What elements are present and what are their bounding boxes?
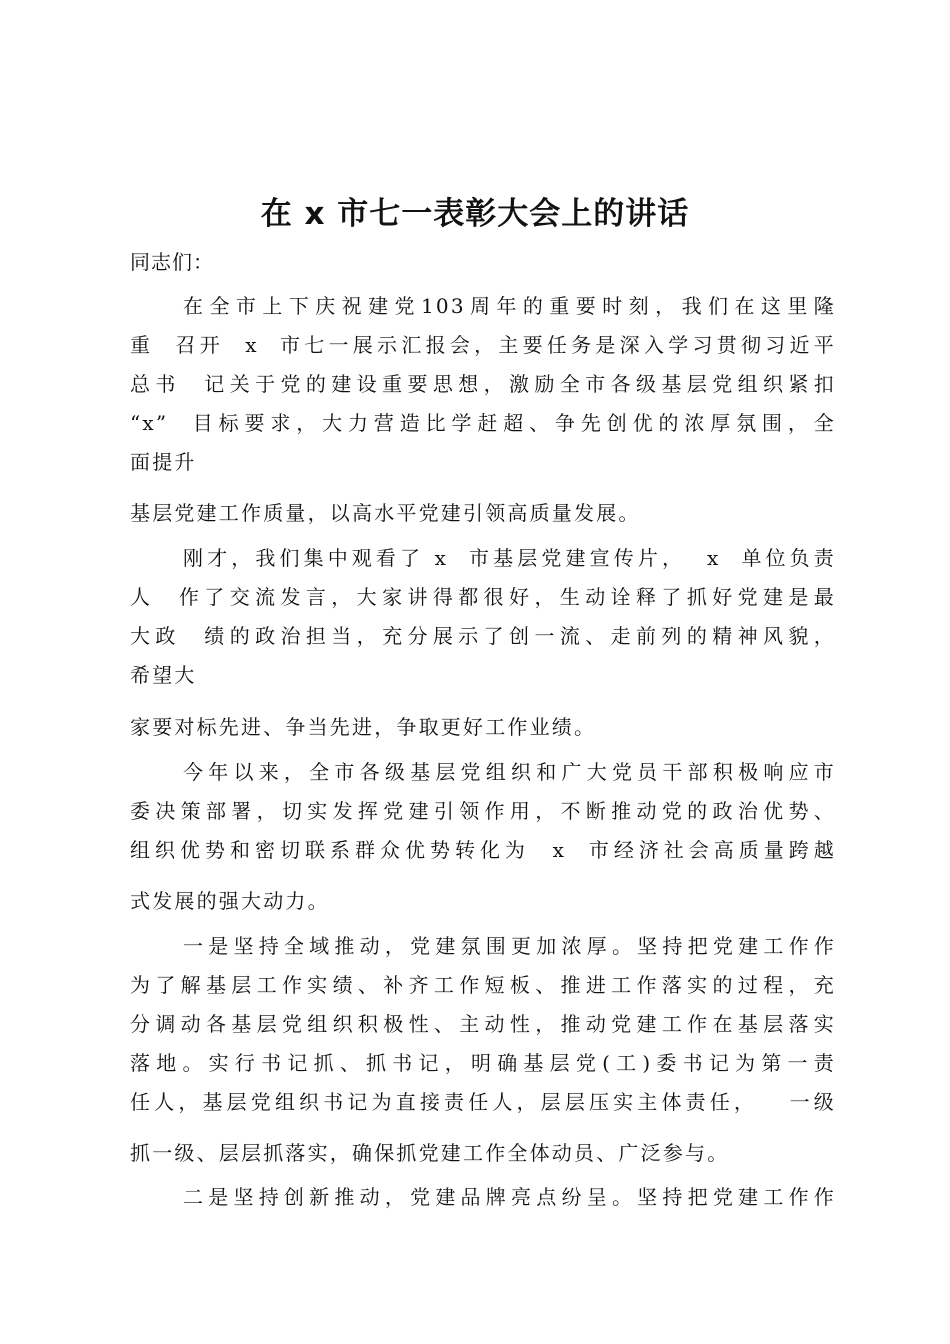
text-line: 分调动各基层党组织积极性、主动性，推动党建工作在基层落实	[130, 1012, 836, 1036]
text-line: 抓一级、层层抓落实，确保抓党建工作全体动员、广泛参与。	[130, 1141, 730, 1165]
text-line: 为了解基层工作实绩、补齐工作短板、推进工作落实的过程，充	[130, 973, 836, 997]
text-line: 人 作了交流发言，大家讲得都很好，生动诠释了抓好党建是最	[130, 585, 836, 609]
text-line: 式发展的强大动力。	[130, 889, 330, 913]
text-line: 在全市上下庆祝建党103周年的重要时刻，我们在这里隆	[183, 294, 836, 318]
text-line: “x” 目标要求，大力营造比学赶超、争先创优的浓厚氛围，全	[130, 411, 836, 435]
text-line: 家要对标先进、争当先进，争取更好工作业绩。	[130, 715, 597, 739]
document-title: 在 x 市七一表彰大会上的讲话	[260, 196, 690, 232]
salutation: 同志们：	[130, 250, 214, 274]
text-line: 基层党建工作质量，以高水平党建引领高质量发展。	[130, 501, 641, 525]
text-line: 希望大	[130, 663, 197, 687]
text-line: 落地。实行书记抓、抓书记，明确基层党(工)委书记为第一责	[130, 1051, 836, 1075]
text-line: 今年以来，全市各级基层党组织和广大党员干部积极响应市	[183, 760, 836, 784]
text-line: 面提升	[130, 450, 197, 474]
text-line: 委决策部署，切实发挥党建引领作用，不断推动党的政治优势、	[130, 799, 836, 823]
text-line: 组织优势和密切联系群众优势转化为 x 市经济社会高质量跨越	[130, 838, 836, 862]
text-line: 任人，基层党组织书记为直接责任人，层层压实主体责任， 一级	[130, 1090, 836, 1114]
text-line: 二是坚持创新推动，党建品牌亮点纷呈。坚持把党建工作作	[183, 1185, 836, 1209]
text-line: 大政 绩的政治担当，充分展示了创一流、走前列的精神风貌，	[130, 624, 836, 648]
text-line: 总书 记关于党的建设重要思想，激励全市各级基层党组织紧扣	[130, 372, 836, 396]
text-line: 一是坚持全域推动，党建氛围更加浓厚。坚持把党建工作作	[183, 934, 836, 958]
text-line: 刚才，我们集中观看了 x 市基层党建宣传片， x 单位负责	[183, 546, 836, 570]
text-line: 重 召开 x 市七一展示汇报会，主要任务是深入学习贯彻习近平	[130, 333, 836, 357]
